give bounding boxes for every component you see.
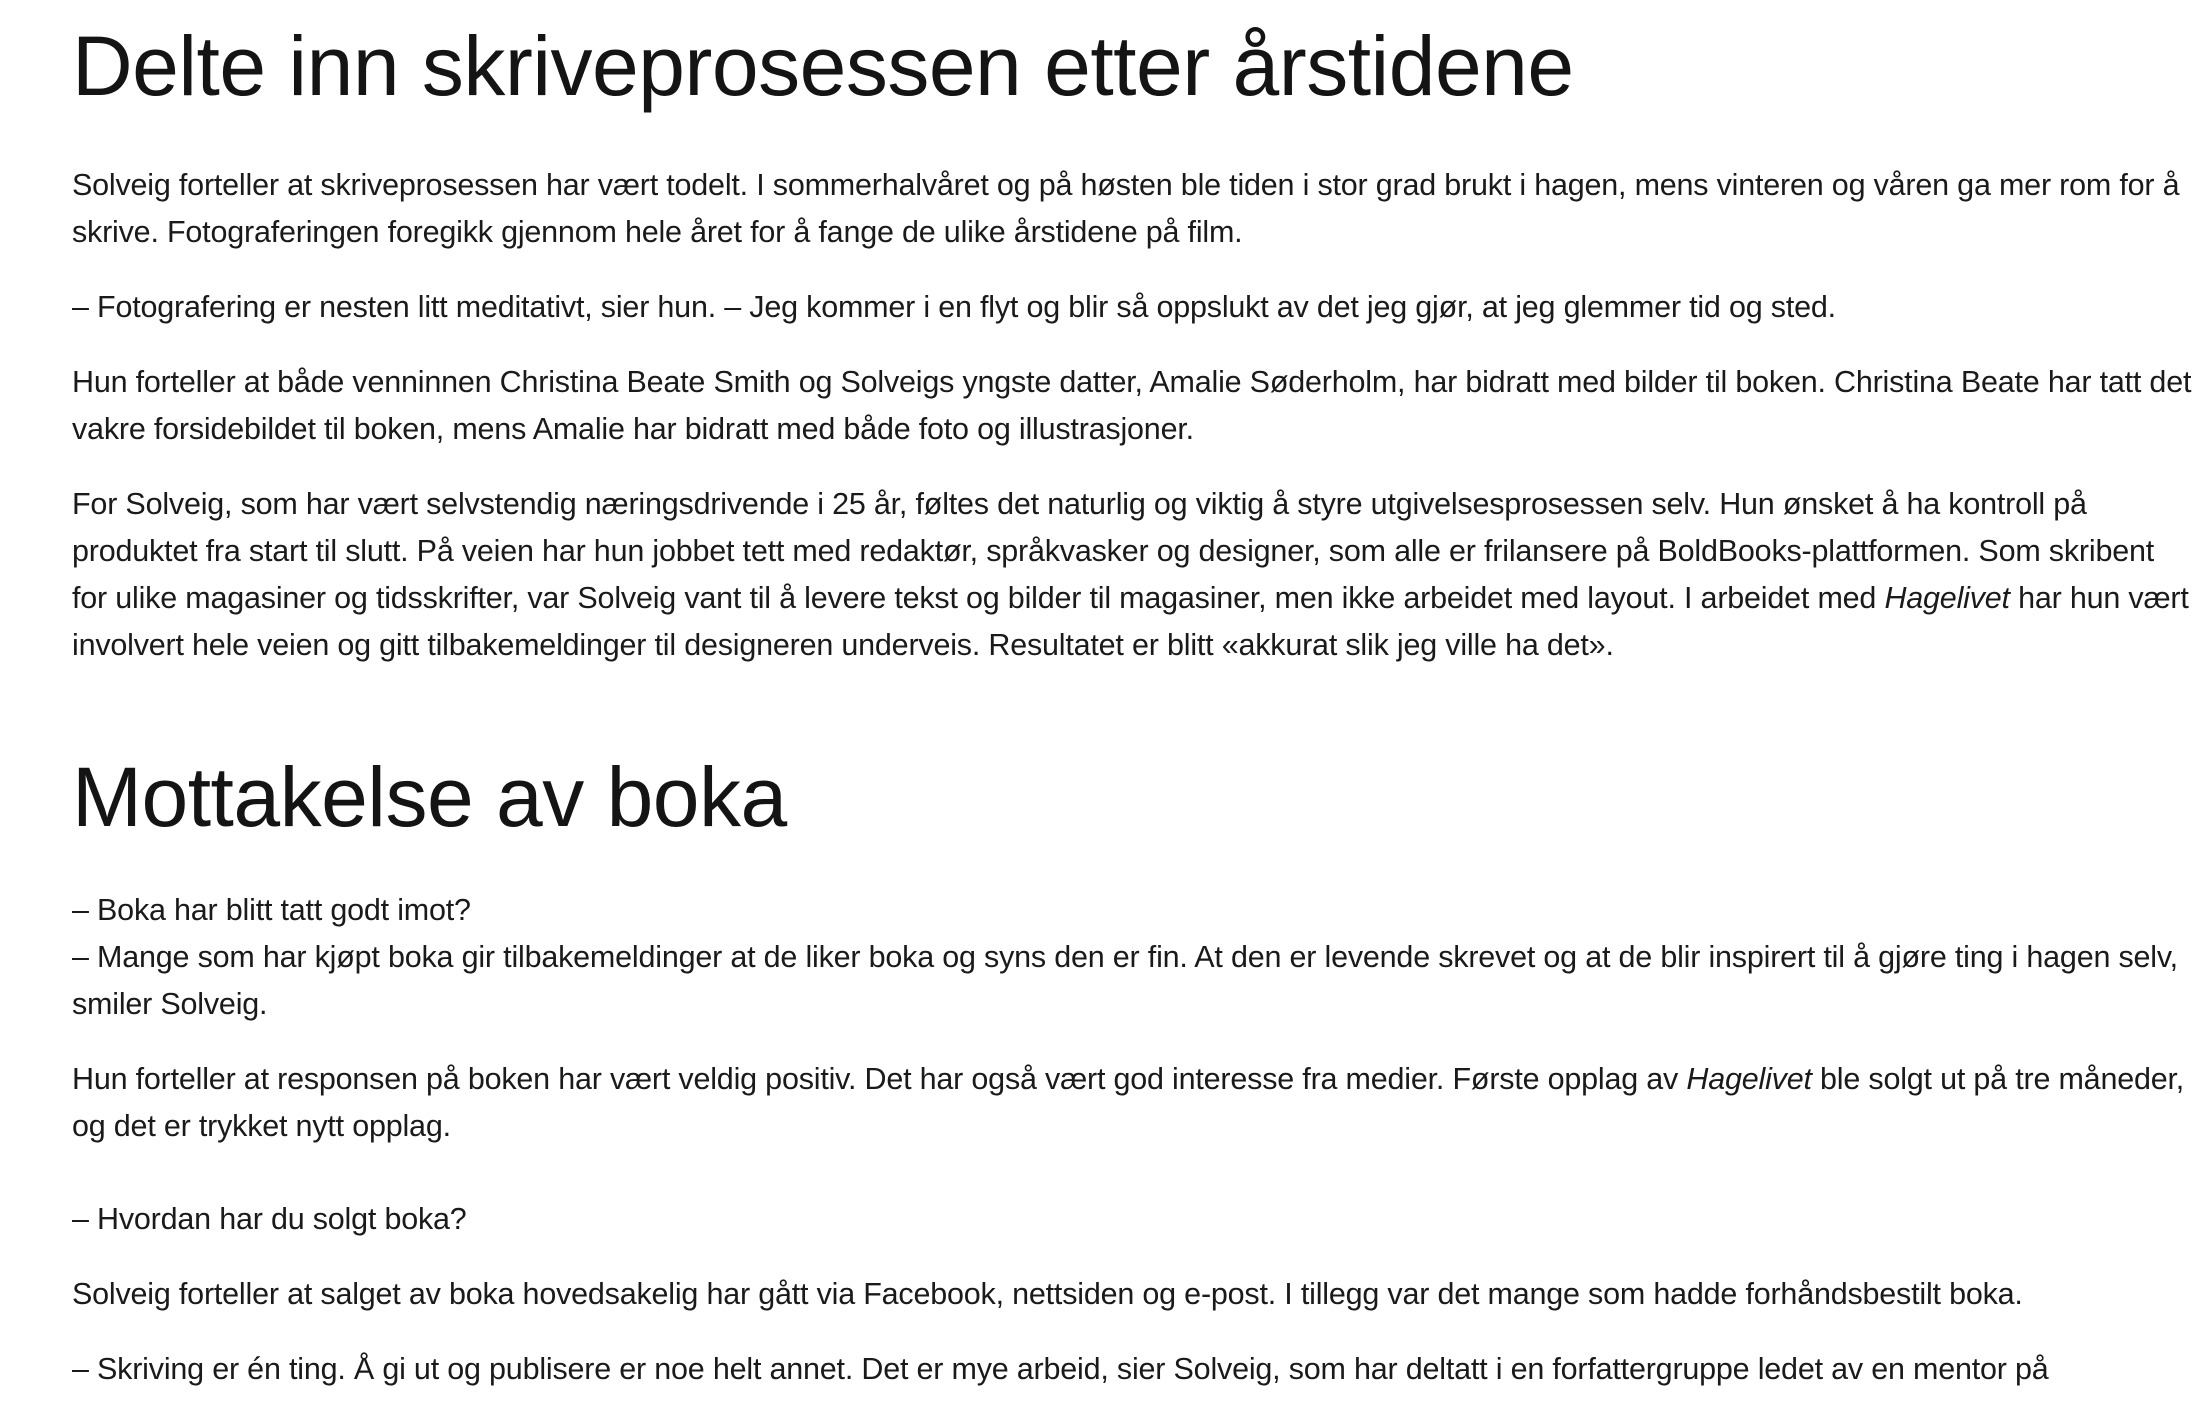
interview-question: – Boka har blitt tatt godt imot? (72, 893, 471, 927)
quote-paragraph: – Skriving er én ting. Å gi ut og publisere er noe helt annet. Det er mye arbeid, sier Solveig, som har deltatt i en forfattergruppe ledet av en mentor på (72, 1352, 2049, 1386)
paragraph (72, 481, 2196, 669)
paragraph: Solveig forteller at salget av boka hovedsakelig har gått via Facebook, nettsiden og e-post. I tillegg var det mange som hadde forhåndsbestilt boka. (72, 1277, 2023, 1311)
paragraph (72, 1056, 2196, 1150)
paragraph: Hun forteller at både venninnen Christina Beate Smith og Solveigs yngste datter, Amalie Søderholm, har bidratt med bilder til boken. Christina Beate har tatt det vakre forsidebildet til boken, mens Amalie har bidratt med både foto og illustrasjoner. (72, 365, 2192, 446)
section-writing-process (72, 16, 2196, 669)
section-heading: Mottakelse av boka (72, 750, 787, 844)
paragraph: Solveig forteller at skriveprosessen har vært todelt. I sommerhalvåret og på høsten ble tiden i stor grad brukt i hagen, mens vinteren og våren ga mer rom for å skrive. Fotograferingen foregikk gjennom hele året for å fange de ulike årstidene på film. (72, 168, 2180, 249)
paragraph-text: ble solgt ut på tre måneder, og det er trykket nytt opplag. (72, 1062, 2185, 1143)
interview-exchange (72, 887, 2196, 1028)
interview-answer: – Mange som har kjøpt boka gir tilbakemeldinger at de liker boka og syns den er fin. At den er levende skrevet og at de blir inspirert til å gjøre ting i hagen selv, smiler Solveig. (72, 940, 2178, 1021)
book-title: Hagelivet (1884, 581, 2010, 615)
paragraph-text: For Solveig, som har vært selvstendig næringsdrivende i 25 år, føltes det naturlig og viktig å styre utgivelsesprosessen selv. Hun ønsket å ha kontroll på produktet fra start til slutt. På veien har hun jobbet tett med redaktør, språkvasker og designer, som alle er frilansere på BoldBooks-plattformen. Som skribent for ulike magasiner og tidsskrifter, var Solveig vant til å levere tekst og bilder til magasiner, men ikke arbeidet med layout. I arbeidet med (72, 487, 2155, 615)
article-body (72, 0, 2196, 1421)
section-reception (72, 747, 2196, 1393)
paragraph-text: Hun forteller at responsen på boken har vært veldig positiv. Det har også vært god interesse fra medier. Første opplag av (72, 1062, 1687, 1096)
interview-question: – Hvordan har du solgt boka? (72, 1202, 467, 1236)
paragraph-text: har hun vært involvert hele veien og gitt tilbakemeldinger til designeren underveis. Resultatet er blitt «akkurat slik jeg ville ha det». (72, 581, 2189, 662)
book-title: Hagelivet (1686, 1062, 1812, 1096)
section-heading: Delte inn skriveprosessen etter årstidene (72, 19, 1574, 113)
quote-paragraph: – Fotografering er nesten litt meditativt, sier hun. – Jeg kommer i en flyt og blir så oppslukt av det jeg gjør, at jeg glemmer tid og sted. (72, 290, 1836, 324)
